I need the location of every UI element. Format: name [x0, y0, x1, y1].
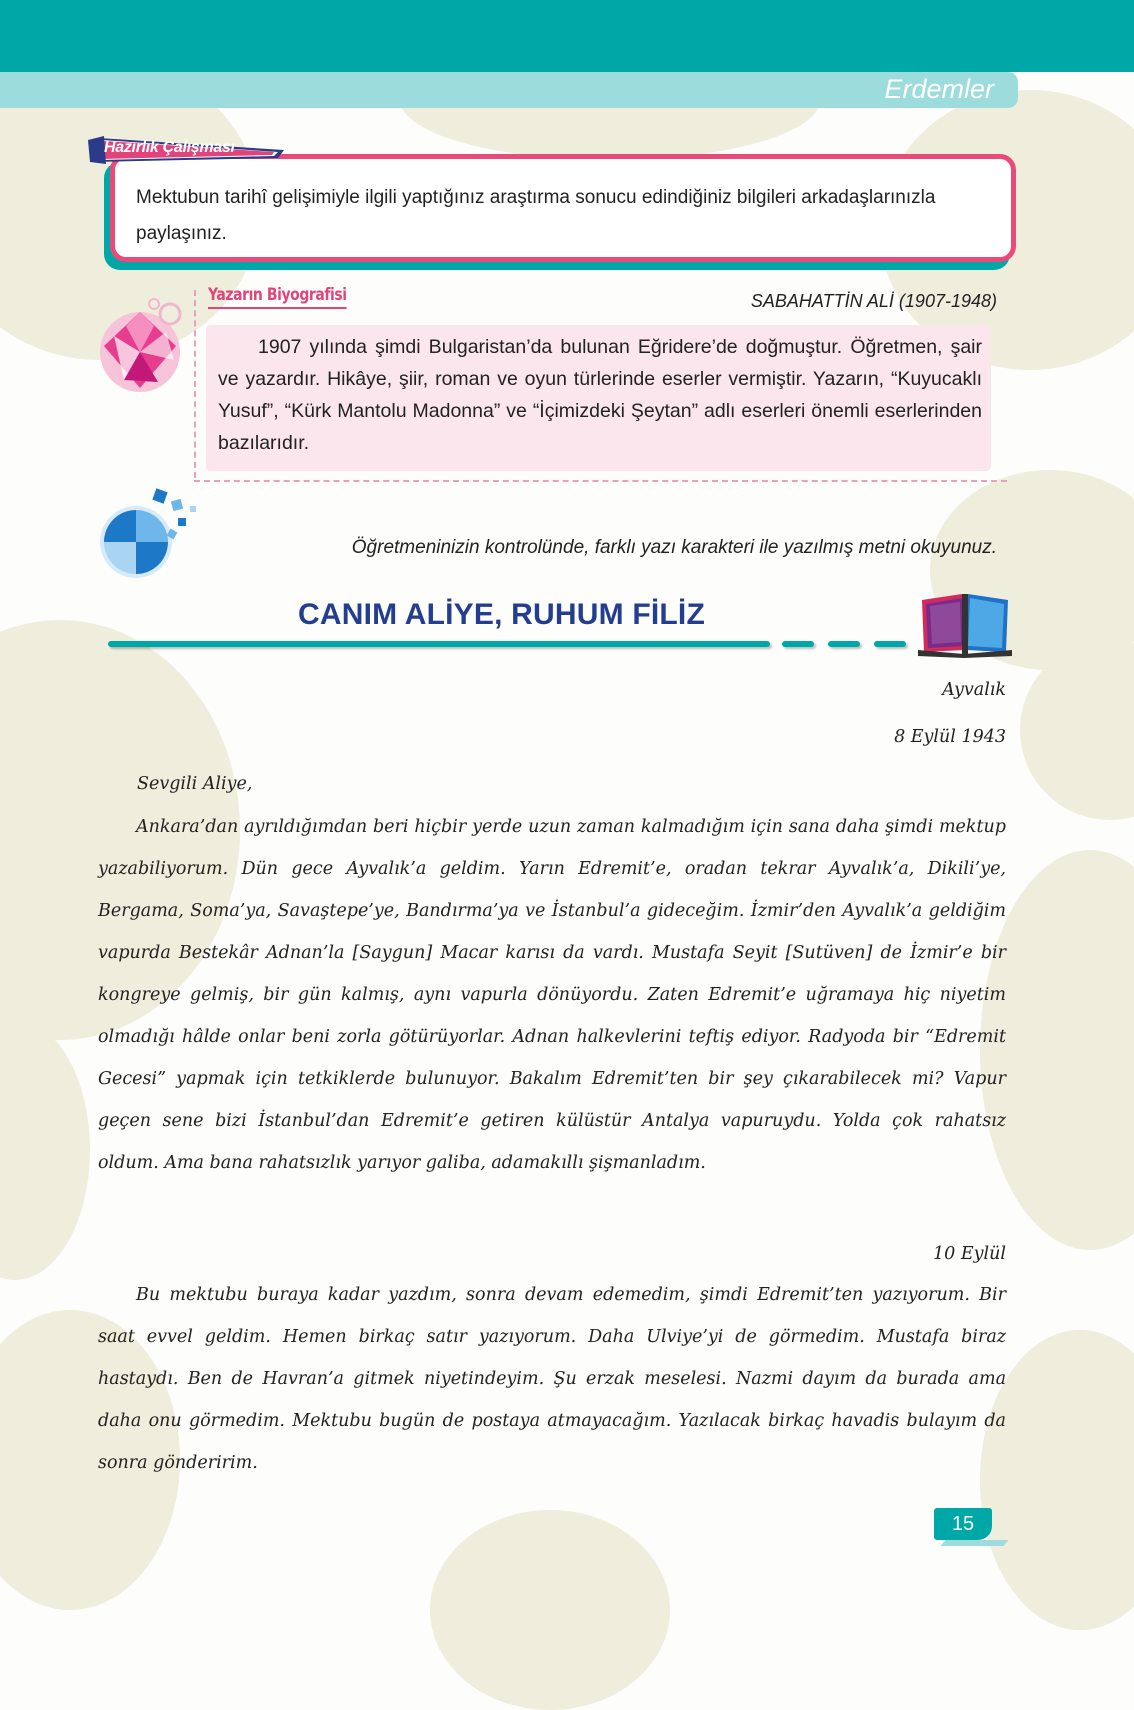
biography-globe-icon: [94, 296, 190, 396]
author-name: SABAHATTİN ALİ (1907-1948): [750, 291, 997, 311]
header-band: [0, 0, 1134, 72]
letter-date: 8 Eylül 1943: [894, 727, 1006, 747]
letter-location: Ayvalık: [942, 680, 1006, 700]
letter-date-2: 10 Eylül: [933, 1244, 1006, 1264]
title-underline: [108, 641, 770, 647]
biography-border-bottom: [194, 480, 1007, 482]
page-number-shadow: [940, 1540, 1008, 1546]
page-number: 15: [934, 1508, 992, 1540]
letter-paragraph-2: [98, 1274, 1006, 1484]
letter-paragraph-1-text: Ankara’dan ayrıldığımdan beri hiçbir yerde uzun zaman kalmadığım için sana daha şimdi mektup yazabiliyorum. Dün gece Ayvalık’a geldim. Yarın Edremit’e, oradan tekrar Ayvalık’a, Dikili’ye, Bergama, Soma’ya, Savaştepe’ye, Bandırma’ya ve İstanbul’a gideceğim. İzmir’den Ayvalık’a geldiğim vapurda Bestekâr Adnan’la [Saygun] Macar karısı da vardı. Mustafa Seyit [Sutüven] de İzmir’e bir kongreye gelmiş, bir gün kalmış, aynı vapurla dönüyordu. Zaten Edremit’e uğramaya hiç niyetim olmadığı hâlde onlar beni zorla götürüyorlar. Adnan halkevlerini teftiş ediyor. Radyoda bir “Edremit Gecesi” yapmak için tetkiklerde bulunuyor. Bakalım Edremit’ten bir şey çıkarabilecek mi? Vapur geçen sene bizi İstanbul’dan Edremit’e getiren külüstür Antalya vapuruydu. Yolda çok rahatsız oldum. Ama bana rahatsızlık yarıyor galiba, adamakıllı şişmanladım.: [98, 817, 1006, 1173]
title-underline-dash: [828, 641, 860, 647]
title-underline-dash: [782, 641, 814, 647]
biography-label: Yazarın Biyografisi: [208, 285, 347, 309]
reading-instruction: Öğretmeninizin kontrolünde, farklı yazı karakteri ile yazılmış metni okuyunuz.: [351, 537, 997, 558]
puzzle-globe-icon: [96, 484, 206, 584]
open-book-icon: [918, 586, 1014, 658]
letter-greeting: Sevgili Aliye,: [137, 774, 253, 794]
preparation-text: Mektubun tarihî gelişimiyle ilgili yaptığınız araştırma sonucu edindiğiniz bilgileri arkadaşlarınızla paylaşınız.: [136, 187, 936, 244]
title-underline-dash: [874, 641, 906, 647]
biography-text: 1907 yılında şimdi Bulgaristan’da bulunan Eğridere’de doğmuştur. Öğretmen, şair ve yazardır. Hikâye, şiir, roman ve oyun türlerinde eserler vermiştir. Yazarın, “Kuyucaklı Yusuf”, “Kürk Mantolu Madonna” ve “İçimizdeki Şeytan” adlı eserleri önemli eserlerinden bazılarıdır.: [218, 336, 982, 454]
background-circle: [0, 1020, 90, 1280]
preparation-tag: Hazırlık Çalışması: [104, 139, 235, 156]
background-circle: [430, 1510, 670, 1710]
letter-paragraph-2-text: Bu mektubu buraya kadar yazdım, sonra devam edemedim, şimdi Edremit’ten yazıyorum. Bir saat evvel geldim. Hemen birkaç satır yazıyorum. Daha Ulviye’yi de görmedim. Mustafa biraz hastaydı. Ben de Havran’a gitmek niyetindeyim. Şu erzak meselesi. Nazmi dayım da burada ama daha onu görmedim. Mektubu bugün de postaya atmayacağım. Yazılacak birkaç havadis bulayım da sonra gönderirim.: [98, 1285, 1006, 1473]
letter-paragraph-1: [98, 806, 1006, 1184]
header-sub-band: [0, 72, 1018, 108]
biography-border-left: [194, 290, 196, 478]
story-title: CANIM ALİYE, RUHUM FİLİZ: [298, 598, 705, 631]
section-title: Erdemler: [884, 74, 994, 104]
